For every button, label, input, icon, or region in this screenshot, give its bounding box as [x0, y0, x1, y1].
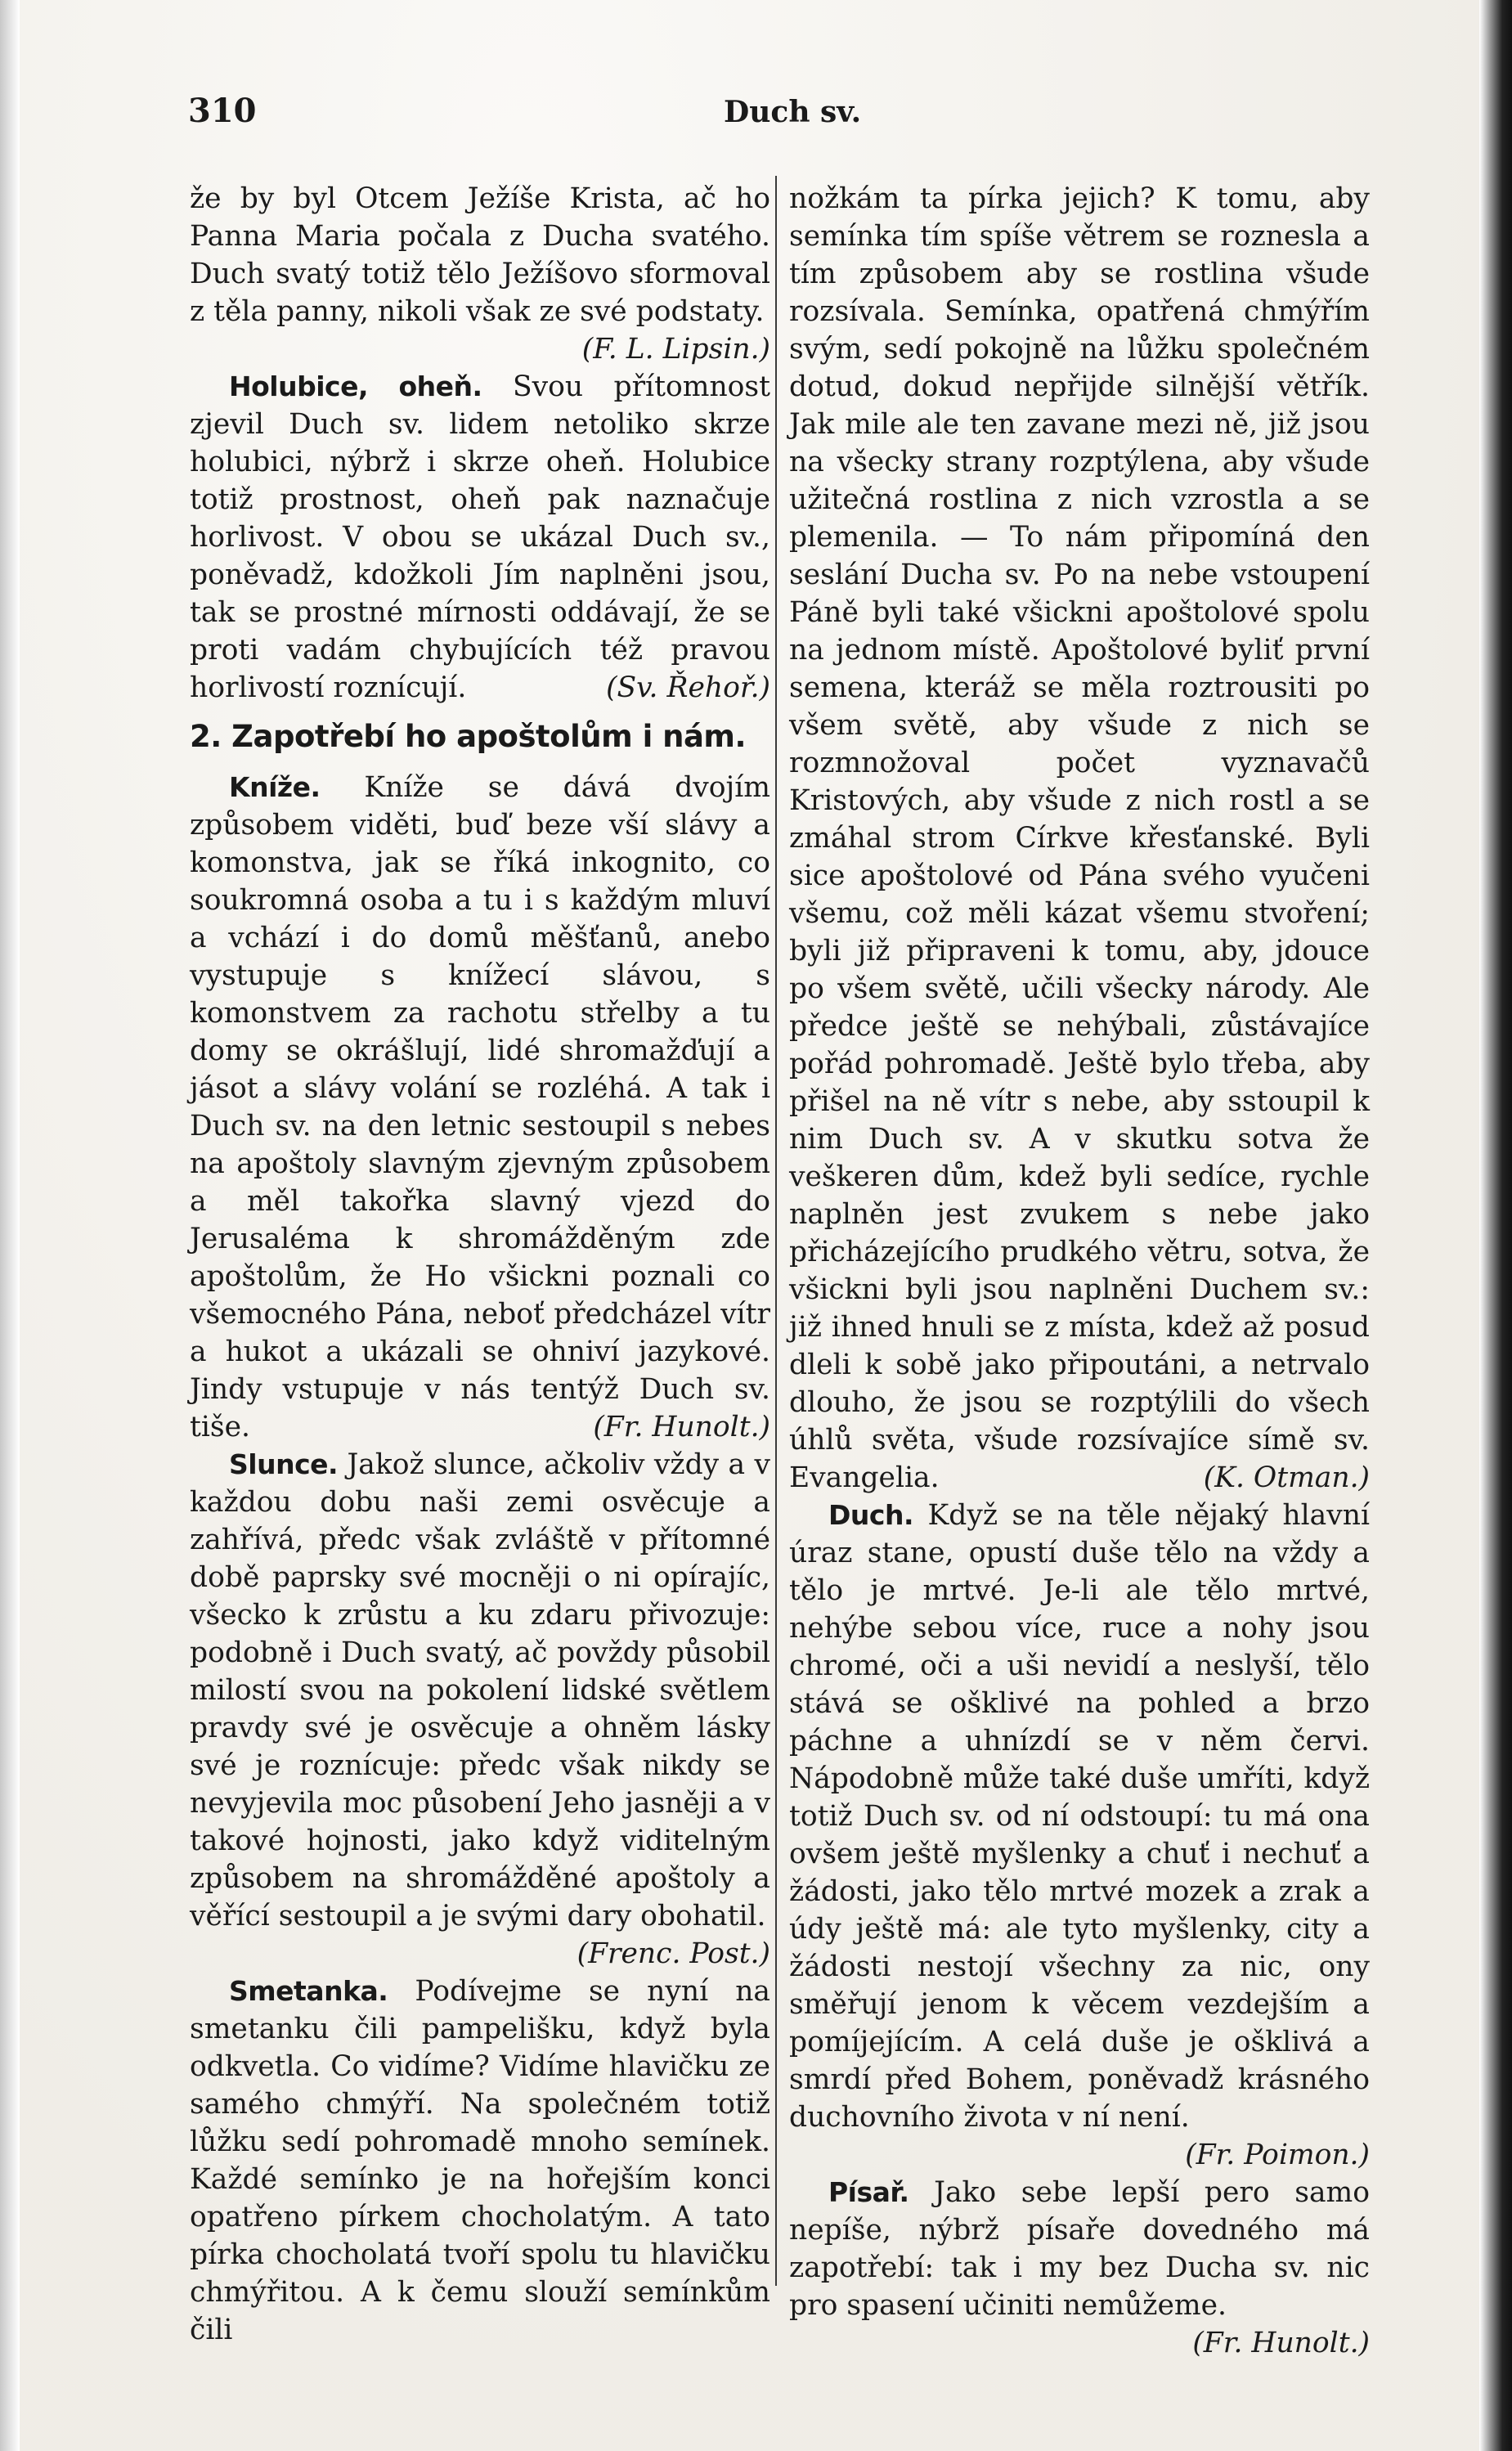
source-citation: (K. Otman.) — [1203, 1461, 1370, 1494]
entry-knize — [190, 769, 770, 1446]
source-citation: (Sv. Řehoř.) — [606, 671, 770, 704]
entry-smetanka — [190, 1973, 770, 2349]
scan-shadow-right — [1479, 0, 1512, 2451]
column-divider — [775, 176, 777, 2286]
entry-text: Podívejme se nyní na smetanku čili pampelišku, když byla odkvetla. Co vidíme? Vidíme hlavičku ze samého chmýří. Na společném totiž lůžku sedí pohromadě mnoho semínek. Každé semínko je na hořejším konci opatřeno pírkem chocholatým. A tato pírka chocholatá tvoří spolu tu hlavičku chmýřitou. A k čemu slouží semínkům čili — [190, 1975, 770, 2346]
entry-heading: Smetanka. — [229, 1975, 388, 2007]
left-column — [190, 180, 771, 2346]
source-citation: (Fr. Hunolt.) — [1192, 2327, 1370, 2359]
entry-heading: Slunce. — [229, 1448, 339, 1480]
paragraph-text: nožkám ta pírka jejich? K tomu, aby semínka tím spíše větrem se roznesla a tím způsobem aby se rostlina všude rozsívala. Semínka, opatřená chmýřím svým, sedí pokojně na lůžku společném dotud, dokud nepřijde silnější větřík. Jak mile ale ten zavane mezi ně, již jsou na všecky strany rozptýlena, aby všude užitečná rostlina z nich vzrostla a se plemenila. — To nám připomíná den seslání Ducha sv. Po na nebe vstoupení Páně byli také všickni apoštolové spolu na jednom místě. Apoštolové byliť první semena, kteráž se měla roztrousiti po všem světě, aby všude z nich se rozmnožoval počet vyznavačů Kristových, aby všude z nich rostl a se zmáhal strom Církve křesťanské. Byli sice apoštolové od Pána svého vyučeni všemu, což měli kázat všemu stvoření; byli již připraveni k tomu, aby, jdouce po všem světě, učili všecky národy. Ale předce ještě se nehýbali, zůstávajíce pořád pohromadě. Ještě bylo třeba, aby přišel na ně vítr s nebe, aby sstoupil k nim Duch sv. A v skutku sotva že veškeren dům, kdež byli sedíce, rychle naplněn jest zvukem s nebe jako přicházejícího prudkého větru, sotva, že všickni byli jsou naplněni Duchem sv.: již ihned hnuli se z místa, kdež až posud dleli k sobě jako připoutáni, a netrvalo dlouho, že jsou se rozptýlili do všech úhlů světa, všude rozsívajíce símě sv. Evangelia. — [789, 182, 1370, 1494]
paragraph — [789, 180, 1370, 1497]
right-column — [789, 180, 1370, 2359]
scan-shadow-left — [0, 0, 20, 2451]
source-citation: (Frenc. Post.) — [577, 1937, 770, 1970]
page-header — [188, 92, 1366, 141]
entry-text: Svou přítomnost zjevil Duch sv. lidem netoliko skrze holubici, nýbrž i skrze oheň. Holubice totiž prostnost, oheň pak naznačuje horlivost. V obou se ukázal Duch sv., poněvadž, kdožkoli Jím naplněni jsou, tak se prostné mírnosti oddávají, že se proti vadám chybujících též pravou horlivostí roznícují. — [190, 370, 771, 704]
entry-heading: Duch. — [828, 1499, 913, 1531]
entry-duch — [789, 1497, 1370, 2171]
entry-slunce — [190, 1446, 770, 1970]
entry-heading: Holubice, oheň. — [229, 370, 482, 402]
section-title: 2. Zapotřebí ho apoštolům i nám. — [190, 719, 747, 754]
entry-heading: Kníže. — [229, 771, 321, 803]
paragraph — [190, 180, 770, 366]
running-head: Duch sv. — [724, 95, 862, 129]
entry-holubice — [190, 368, 770, 707]
entry-text: Jako sebe lepší pero samo nepíše, nýbrž písaře dovedného má zapotřebí: tak i my bez Ducha sv. nic pro spasení učiniti nemůžeme. — [789, 2176, 1370, 2322]
entry-pisar — [789, 2174, 1370, 2359]
source-citation: (Fr. Hunolt.) — [593, 1411, 770, 1443]
source-citation: (F. L. Lipsin.) — [581, 333, 770, 366]
entry-text: Když se na těle nějaký hlavní úraz stane, opustí duše tělo na vždy a tělo je mrtvé. Je-li ale tělo mrtvé, nehýbe sebou více, ruce a nohy jsou chromé, oči a uši nevidí a neslyší, tělo stává se ošklivé na pohled a brzo páchne a uhnízdí se v něm červi. Nápodobně může také duše umříti, když totiž Duch sv. od ní odstoupí: tu má ona ovšem ještě myšlenky a chuť i nechuť a žádosti, jako tělo mrtvé mozek a zrak a údy ještě má: ale tyto myšlenky, city a žádosti nestojí všechny za nic, ony směřují jenom k věcem vezdejším a pomíjejícím. A celá duše je ošklivá a smrdí před Bohem, poněvadž krásného duchovního života v ní není. — [789, 1499, 1370, 2134]
page-number: 310 — [188, 92, 257, 130]
source-citation: (Fr. Poimon.) — [1185, 2139, 1370, 2171]
entry-text: Jakož slunce, ačkoliv vždy a v každou dobu naši zemi osvěcuje a zahřívá, předc však zvláště v přítomné době paprsky své mocněji o ni opírajíc, všecko k zrůstu a ku zdaru přivozuje: podobně i Duch svatý, ač povždy působil milostí svou na pokolení lidské světlem pravdy své je osvěcuje a ohněm lásky své je roznícuje: předc však nikdy se nevyjevila moc působení Jeho jasněji a v takové hojnosti, jako když viditelným způsobem na shromážděné apoštoly a věřící sestoupil a je svými dary obohatil. — [190, 1448, 770, 1933]
entry-heading: Písař. — [828, 2176, 909, 2208]
paragraph-text: že by byl Otcem Ježíše Krista, ač ho Panna Maria počala z Ducha svatého. Duch svatý totiž tělo Ježíšovo sformoval z těla panny, nikoli však ze své podstaty. — [190, 182, 770, 328]
entry-text: Kníže se dává dvojím způsobem viděti, buď beze vší slávy a komonstva, jak se říká inkognito, co soukromná osoba a tu i s každým mluví a vchází i do domů měšťanů, anebo vystupuje s knížecí slávou, s komonstvem za rachotu střelby a tu domy se okrášlují, lidé shromažďují a jásot a slávy volání se rozléhá. A tak i Duch sv. na den letnic sestoupil s nebes na apoštoly slavným zjevným způsobem a měl takořka slavný vjezd do Jerusaléma k shromážděným zde apoštolům, že Ho všickni poznali co všemocného Pána, neboť předcházel vítr a hukot a ukázali se ohniví jazykové. Jindy vstupuje v nás tentýž Duch sv. tiše. — [190, 771, 770, 1443]
